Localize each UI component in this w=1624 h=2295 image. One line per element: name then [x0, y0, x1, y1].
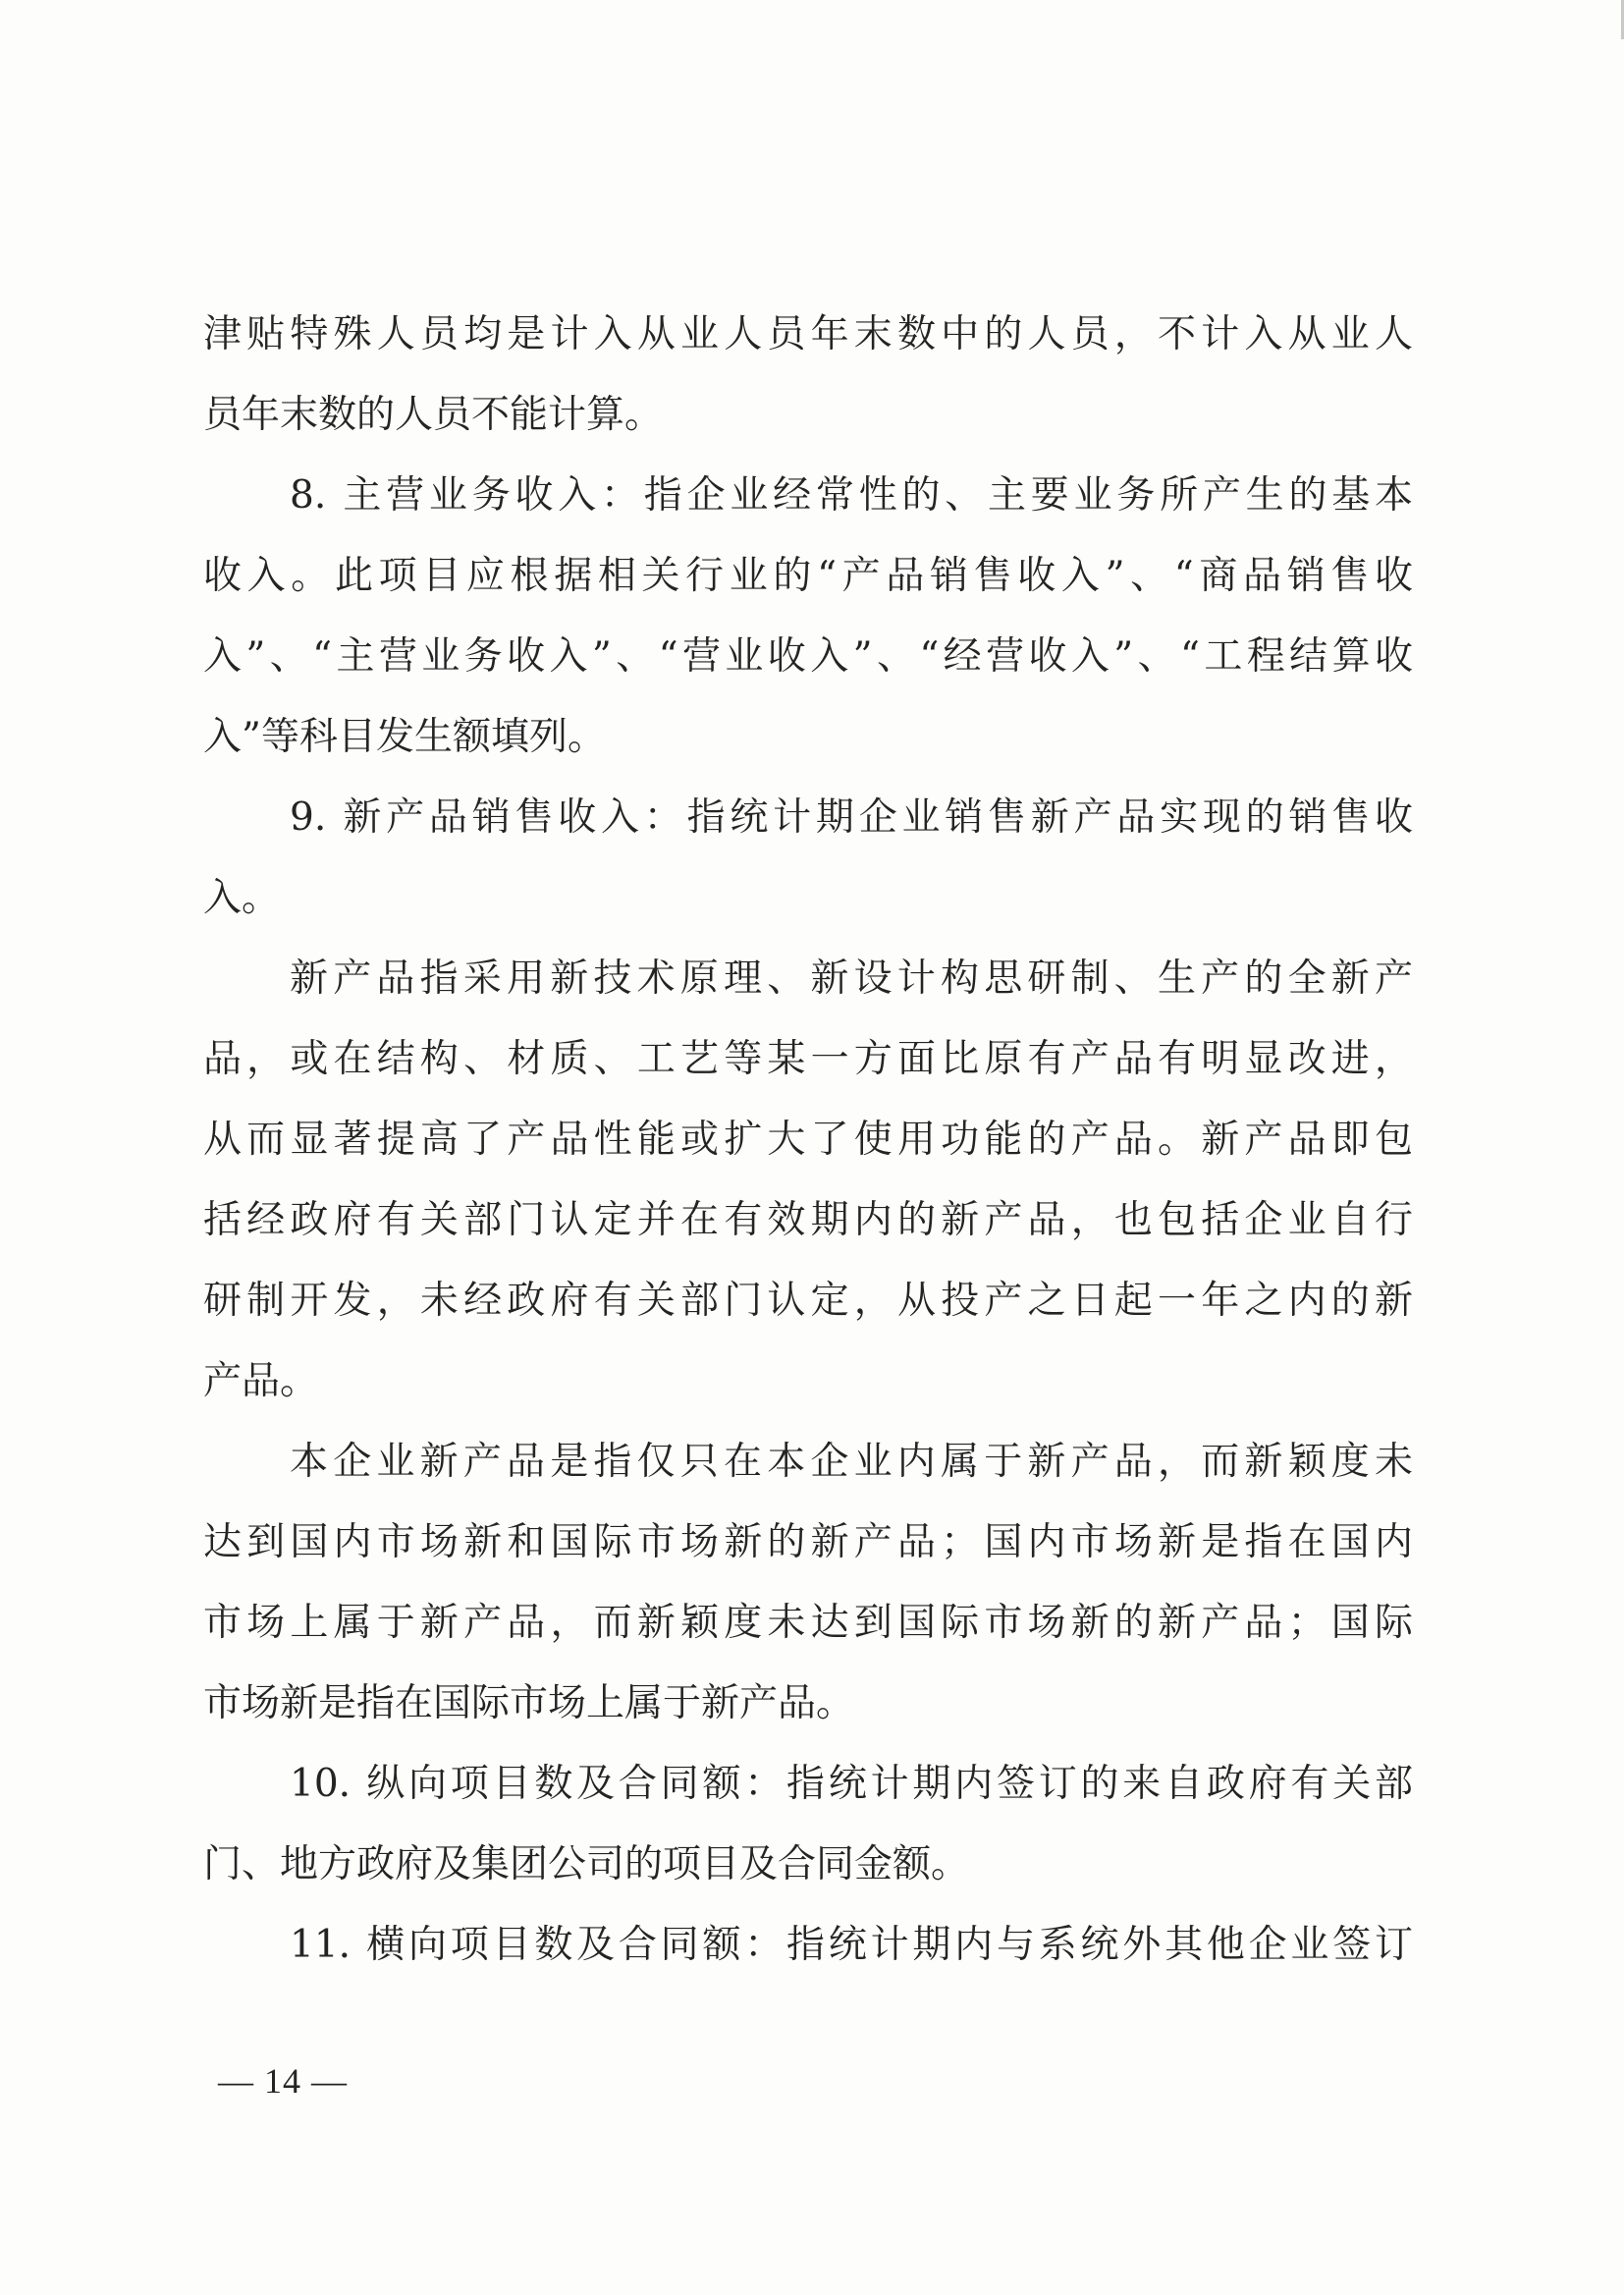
text-line: 8. 主营业务收入：指企业经常性的、主要业务所产生的基本	[290, 473, 1413, 518]
text-line: 津贴特殊人员均是计入从业人员年末数中的人员，不计入从业人	[203, 312, 1413, 356]
text-line: 员年末数的人员不能计算。	[203, 393, 664, 437]
page-number: — 14 —	[218, 2061, 348, 2101]
text-line: 从而显著提高了产品性能或扩大了使用功能的产品。新产品即包	[203, 1118, 1413, 1162]
text-line: 门、地方政府及集团公司的项目及合同金额。	[203, 1842, 970, 1886]
text-line: 收入。此项目应根据相关行业的“产品销售收入”、“商品销售收	[203, 554, 1413, 598]
text-line: 新产品指采用新技术原理、新设计构思研制、生产的全新产	[290, 956, 1413, 1001]
text-line: 品，或在结构、材质、工艺等某一方面比原有产品有明显改进，	[203, 1037, 1413, 1081]
text-line: 达到国内市场新和国际市场新的新产品；国内市场新是指在国内	[203, 1520, 1413, 1564]
text-line: 市场上属于新产品，而新颖度未达到国际市场新的新产品；国际	[203, 1601, 1413, 1645]
text-line: 入。	[203, 876, 281, 920]
text-line: 本企业新产品是指仅只在本企业内属于新产品，而新颖度未	[290, 1440, 1413, 1484]
text-line: 产品。	[203, 1359, 319, 1403]
text-line: 入”等科目发生额填列。	[203, 715, 606, 759]
text-line: 市场新是指在国际市场上属于新产品。	[203, 1681, 855, 1725]
text-line: 10. 纵向项目数及合同额：指统计期内签订的来自政府有关部	[290, 1762, 1413, 1806]
text-line: 入”、“主营业务收入”、“营业收入”、“经营收入”、“工程结算收	[203, 634, 1413, 679]
text-line: 括经政府有关部门认定并在有效期内的新产品，也包括企业自行	[203, 1198, 1413, 1242]
text-line: 11. 横向项目数及合同额：指统计期内与系统外其他企业签订	[290, 1923, 1413, 1967]
text-line: 研制开发，未经政府有关部门认定，从投产之日起一年之内的新	[203, 1279, 1413, 1323]
text-line: 9. 新产品销售收入：指统计期企业销售新产品实现的销售收	[290, 795, 1413, 840]
